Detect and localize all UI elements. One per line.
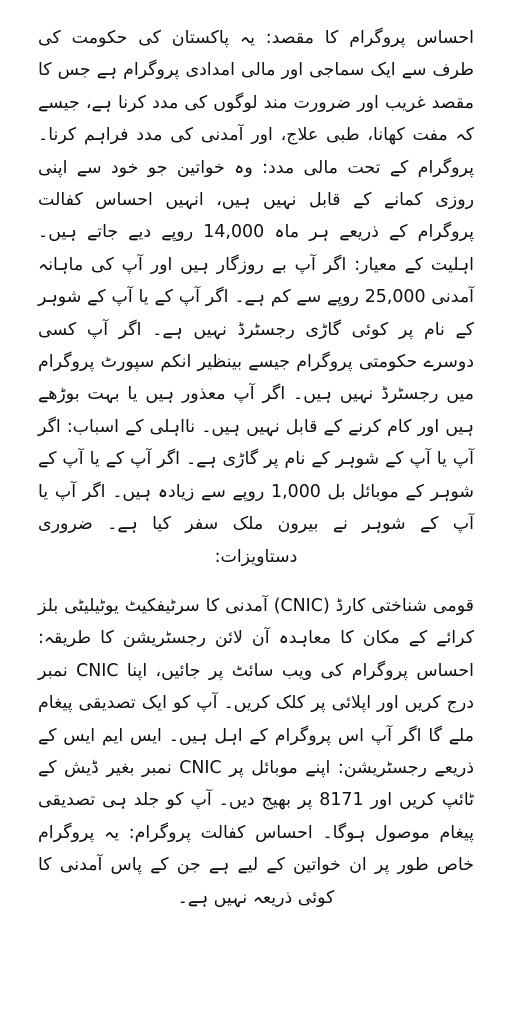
- paragraph-registration-details: قومی شناختی کارڈ (CNIC) آمدنی کا سرٹیفکیٹ یوٹیلیٹی بلز کرائے کے مکان کا معاہدہ آن لائن رجسٹریشن کا طریقہ: احساس پروگرام کی ویب سائٹ پر جائیں، اپنا CNIC نمبر درج کریں اور اپلائی پر کلک کریں۔ آپ کو ایک تصدیقی پیغام ملے گا اگر آپ اس پروگرام کے اہل ہیں۔ ایس ایم ایس کے ذریعے رجسٹریشن: اپنے موبائل پر CNIC نمبر بغیر ڈیش کے ٹائپ کریں اور 8171 پر بھیج دیں۔ آپ کو جلد ہی تصدیقی پیغام موصول ہوگا۔ احساس کفالت پروگرام: یہ پروگرام خاص طور پر ان خواتین کے لیے ہے جن کے پاس آمدنی کا کوئی ذریعہ نہیں ہے۔: [38, 596, 474, 908]
- paragraph-program-overview: احساس پروگرام کا مقصد: یہ پاکستان کی حکومت کی طرف سے ایک سماجی اور مالی امدادی پروگرام ہے جس کا مقصد غریب اور ضرورت مند لوگوں کی مدد کرنا ہے، جیسے کہ مفت کھانا، طبی علاج، اور آمدنی کی مدد فراہم کرنا۔ پروگرام کے تحت مالی مدد: وہ خواتین جو خود سے اپنی روزی کمانے کے قابل نہیں ہیں، انہیں احساس کفالت پروگرام کے ذریعے ہر ماہ 14,000 روپے دیے جاتے ہیں۔ اہلیت کے معیار: اگر آپ بے روزگار ہیں اور آپ کی ماہانہ آمدنی 25,000 روپے سے کم ہے۔ اگر آپ کے یا آپ کے شوہر کے نام پر کوئی گاڑی رجسٹرڈ نہیں ہے۔ اگر آپ کسی دوسرے حکومتی پروگرام جیسے بینظیر انکم سپورٹ پروگرام میں رجسٹرڈ نہیں ہیں۔ اگر آپ معذور ہیں یا بہت بوڑھے ہیں اور کام کرنے کے قابل نہیں ہیں۔ نااہلی کے اسباب: اگر آپ یا آپ کے شوہر کے نام پر گاڑی ہے۔ اگر آپ کے یا آپ کے شوہر کے موبائل بل 1,000 روپے سے زیادہ ہیں۔ اگر آپ یا آپ کے شوہر نے بیرون ملک سفر کیا ہے۔ ضروری دستاویزات:: [38, 28, 474, 567]
